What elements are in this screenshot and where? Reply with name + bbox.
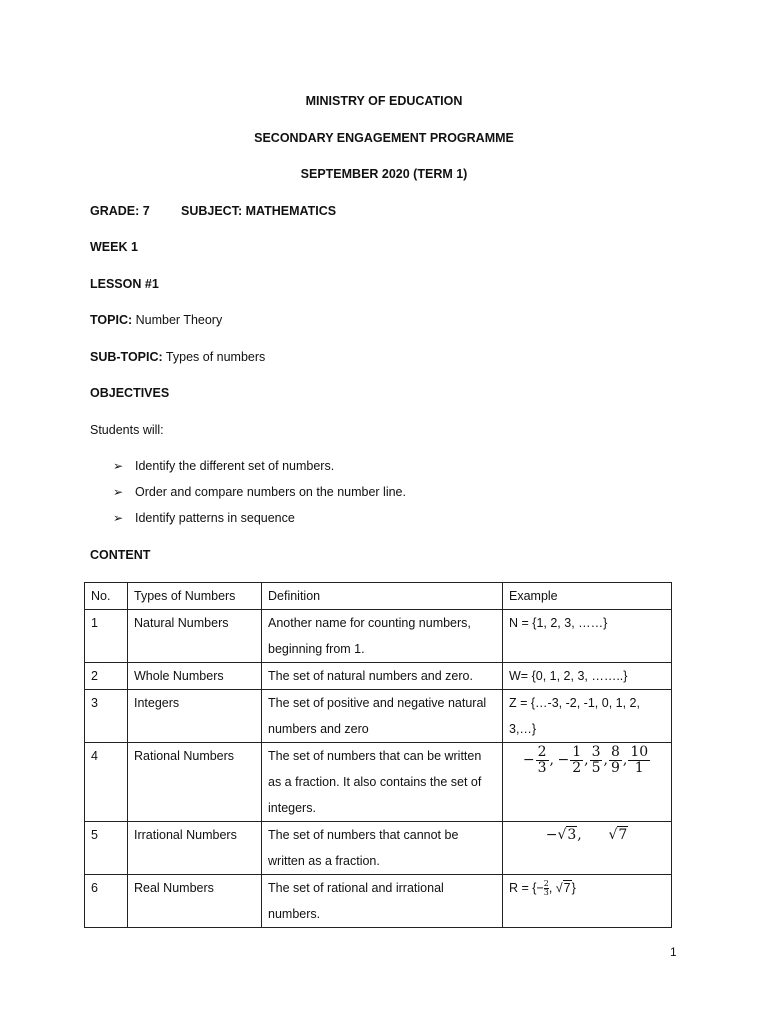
row-definition: The set of rational and irrational numbers. — [262, 875, 503, 928]
table-row — [85, 610, 672, 663]
header-cell: Example — [503, 583, 672, 610]
sqrt: √3 — [557, 827, 577, 843]
minus-sign: − — [557, 751, 570, 768]
numerator: 8 — [610, 744, 620, 760]
header-cell: Types of Numbers — [128, 583, 262, 610]
row-number: 1 — [85, 610, 128, 663]
minus-sign: − — [522, 751, 535, 768]
subject-label: SUBJECT: MATHEMATICS — [181, 204, 337, 218]
sqrt: √7 — [555, 881, 571, 895]
minus-sign: − — [545, 827, 558, 843]
row-number: 6 — [85, 875, 128, 928]
row-definition: The set of numbers that can be written as a fraction. It also contains the set of integers. — [262, 743, 503, 822]
term-title: SEPTEMBER 2020 (TERM 1) — [300, 167, 468, 181]
row-type: Whole Numbers — [128, 663, 262, 690]
comma: , — [548, 881, 556, 895]
row-type: Integers — [128, 690, 262, 743]
row-number: 3 — [85, 690, 128, 743]
subtopic-value: Types of numbers — [162, 350, 266, 364]
numerator: 1 — [572, 744, 582, 760]
arrow-bullet-icon: ➢ — [113, 485, 124, 499]
table-row — [85, 822, 672, 875]
students-will-text: Students will: — [90, 423, 164, 437]
denominator: 2 — [572, 760, 582, 776]
number-types-table — [84, 582, 672, 928]
radicand: 3 — [567, 827, 577, 843]
sqrt: √7 — [608, 827, 628, 843]
row-example — [503, 743, 672, 822]
table-header-row — [85, 583, 672, 610]
objective-item — [113, 459, 334, 473]
radicand: 7 — [563, 881, 571, 895]
comma: , — [577, 827, 582, 843]
objective-text: Order and compare numbers on the number line. — [135, 485, 406, 499]
topic-label: TOPIC: — [90, 313, 133, 327]
row-definition: The set of natural numbers and zero. — [262, 663, 503, 690]
row-number: 2 — [85, 663, 128, 690]
denominator: 9 — [610, 760, 620, 776]
arrow-bullet-icon: ➢ — [113, 511, 124, 525]
comma: , — [603, 751, 608, 768]
grade-label: GRADE: 7 — [90, 204, 150, 218]
row-type: Real Numbers — [128, 875, 262, 928]
denominator: 3 — [537, 760, 547, 776]
real-suffix: } — [571, 881, 576, 895]
row-definition: Another name for counting numbers, beginning from 1. — [262, 610, 503, 663]
lesson-label: LESSON #1 — [90, 277, 159, 291]
row-type: Natural Numbers — [128, 610, 262, 663]
fraction — [590, 745, 603, 776]
topic-line — [90, 313, 222, 327]
row-definition: The set of numbers that cannot be written as a fraction. — [262, 822, 503, 875]
numerator: 3 — [591, 744, 601, 760]
comma: , — [622, 751, 628, 768]
row-example: Z = {…-3, -2, -1, 0, 1, 2, 3,…} — [503, 690, 672, 743]
irrational-examples — [546, 827, 629, 843]
comma: , — [549, 751, 554, 768]
fraction — [536, 745, 549, 776]
real-prefix: R = {− — [509, 881, 544, 895]
header-cell: No. — [85, 583, 128, 610]
numerator: 2 — [537, 744, 547, 760]
row-number: 5 — [85, 822, 128, 875]
table-row — [85, 743, 672, 822]
fraction — [609, 745, 622, 776]
row-type: Irrational Numbers — [128, 822, 262, 875]
real-example — [509, 879, 576, 898]
row-example: W= {0, 1, 2, 3, ……..} — [503, 663, 672, 690]
denominator: 5 — [591, 760, 601, 776]
header-cell: Definition — [262, 583, 503, 610]
week-label: WEEK 1 — [90, 240, 138, 254]
rational-examples — [523, 745, 651, 776]
radicand: 7 — [618, 827, 628, 843]
objective-text: Identify the different set of numbers. — [135, 459, 335, 473]
objective-item — [113, 485, 406, 499]
denominator: 3 — [543, 888, 549, 898]
row-example — [503, 875, 672, 928]
table-row — [85, 663, 672, 690]
row-definition: The set of positive and negative natural numbers and zero — [262, 690, 503, 743]
numerator: 10 — [630, 744, 649, 760]
denominator: 1 — [634, 760, 644, 776]
table-row — [85, 875, 672, 928]
topic-value: Number Theory — [132, 313, 223, 327]
row-example: N = {1, 2, 3, ……} — [503, 610, 672, 663]
comma: , — [584, 751, 589, 768]
arrow-bullet-icon: ➢ — [113, 459, 124, 473]
fraction — [570, 745, 583, 776]
row-type: Rational Numbers — [128, 743, 262, 822]
objectives-heading: OBJECTIVES — [90, 386, 170, 400]
table-row — [85, 690, 672, 743]
page-number: 1 — [670, 945, 677, 959]
fraction — [628, 745, 650, 776]
content-heading: CONTENT — [90, 548, 151, 562]
subtopic-label: SUB-TOPIC: — [90, 350, 163, 364]
objective-text: Identify patterns in sequence — [135, 511, 295, 525]
subtopic-line — [90, 350, 265, 364]
objective-item — [113, 511, 295, 525]
row-example — [503, 822, 672, 875]
ministry-title: MINISTRY OF EDUCATION — [305, 94, 463, 108]
numerator: 2 — [543, 879, 549, 889]
row-number: 4 — [85, 743, 128, 822]
programme-title: SECONDARY ENGAGEMENT PROGRAMME — [254, 131, 514, 145]
